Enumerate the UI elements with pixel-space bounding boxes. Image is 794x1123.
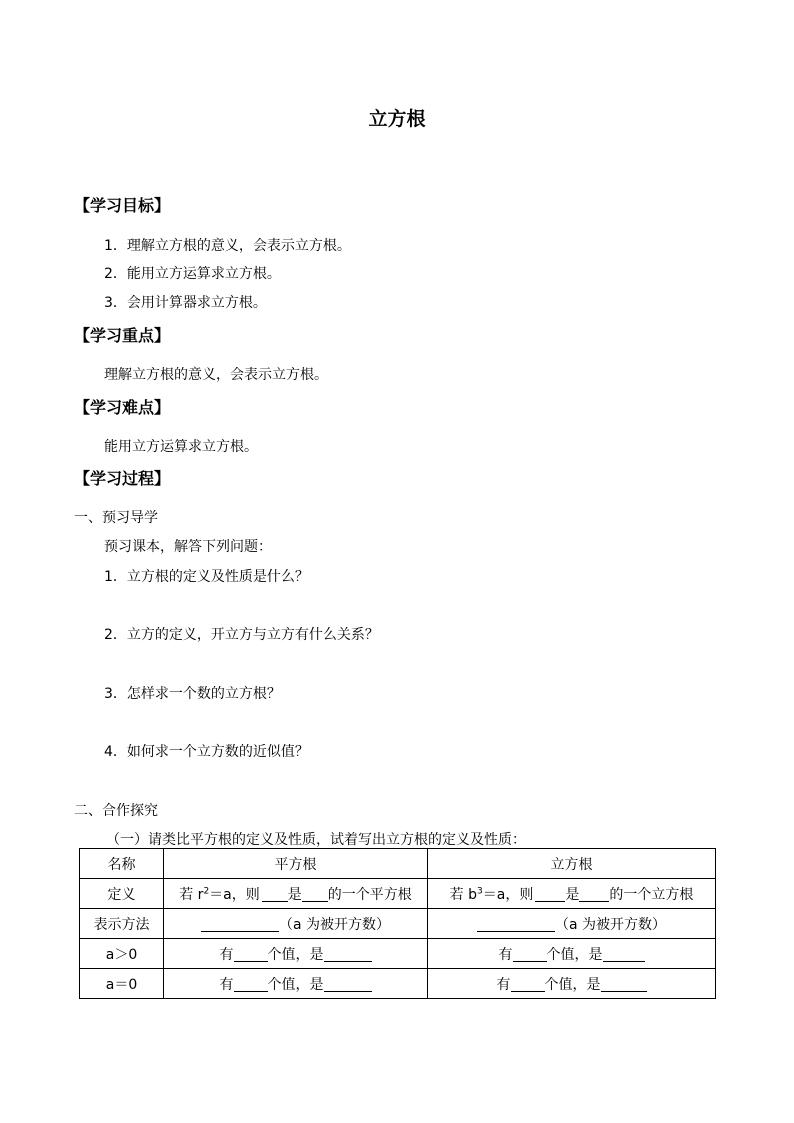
fill-blank[interactable] bbox=[324, 947, 372, 962]
process-heading: 【学习过程】 bbox=[74, 469, 171, 488]
table-row-definition bbox=[80, 879, 716, 909]
part2-title: 二、合作探究 bbox=[74, 803, 158, 819]
table-header-row bbox=[80, 849, 716, 879]
fill-blank[interactable] bbox=[513, 947, 547, 962]
square-root-definition: 若 $r^2=a$，则 是 的一个平方根 bbox=[164, 879, 428, 909]
square-root-positive: 有 个值，是 bbox=[164, 939, 428, 969]
difficulty-text: 能用立方运算求立方根。 bbox=[104, 439, 258, 455]
goal-item-3: 3．会用计算器求立方根。 bbox=[104, 295, 267, 311]
part1-title: 一、预习导学 bbox=[74, 510, 158, 526]
header-name: 名称 bbox=[80, 849, 164, 879]
fill-blank[interactable] bbox=[201, 917, 279, 932]
question-3: 3．怎样求一个数的立方根？ bbox=[104, 686, 281, 702]
question-2: 2．立方的定义，开立方与立方有什么关系？ bbox=[104, 627, 379, 643]
cube-root-notation: （a 为被开方数） bbox=[428, 909, 716, 939]
comparison-table bbox=[79, 848, 716, 999]
table-row-positive bbox=[80, 939, 716, 969]
part2-subtitle: （一）请类比平方根的定义及性质，试着写出立方根的定义及性质： bbox=[106, 832, 526, 848]
key-heading: 【学习重点】 bbox=[74, 326, 171, 345]
header-cube-root: 立方根 bbox=[428, 849, 716, 879]
difficulty-heading: 【学习难点】 bbox=[74, 398, 171, 417]
row-label-zero: a＝0 bbox=[80, 969, 164, 999]
fill-blank[interactable] bbox=[234, 977, 268, 992]
header-square-root: 平方根 bbox=[164, 849, 428, 879]
table-row-notation bbox=[80, 909, 716, 939]
fill-blank[interactable] bbox=[603, 947, 645, 962]
goal-item-1: 1．理解立方根的意义，会表示立方根。 bbox=[104, 238, 351, 254]
fill-blank[interactable] bbox=[302, 887, 328, 902]
page-title: 立方根 bbox=[368, 108, 426, 130]
question-4: 4．如何求一个立方数的近似值？ bbox=[104, 744, 309, 760]
fill-blank[interactable] bbox=[477, 917, 555, 932]
part1-intro: 预习课本，解答下列问题： bbox=[104, 539, 272, 555]
fill-blank[interactable] bbox=[234, 947, 268, 962]
cube-root-definition: 若 $b^3=a$，则 是 的一个立方根 bbox=[428, 879, 716, 909]
fill-blank[interactable] bbox=[324, 977, 372, 992]
fill-blank[interactable] bbox=[535, 887, 565, 902]
cube-root-positive: 有 个值，是 bbox=[428, 939, 716, 969]
question-1: 1．立方根的定义及性质是什么？ bbox=[104, 569, 309, 585]
row-label-notation: 表示方法 bbox=[80, 909, 164, 939]
fill-blank[interactable] bbox=[511, 977, 545, 992]
row-label-definition: 定义 bbox=[80, 879, 164, 909]
row-label-positive: a＞0 bbox=[80, 939, 164, 969]
key-text: 理解立方根的意义，会表示立方根。 bbox=[104, 367, 328, 383]
fill-blank[interactable] bbox=[579, 887, 609, 902]
square-root-notation: （a 为被开方数） bbox=[164, 909, 428, 939]
square-root-zero: 有 个值，是 bbox=[164, 969, 428, 999]
fill-blank[interactable] bbox=[601, 977, 647, 992]
fill-blank[interactable] bbox=[262, 887, 288, 902]
table-row-zero bbox=[80, 969, 716, 999]
cube-root-zero: 有 个值，是 bbox=[428, 969, 716, 999]
goal-item-2: 2．能用立方运算求立方根。 bbox=[104, 266, 281, 282]
goals-heading: 【学习目标】 bbox=[74, 196, 171, 215]
